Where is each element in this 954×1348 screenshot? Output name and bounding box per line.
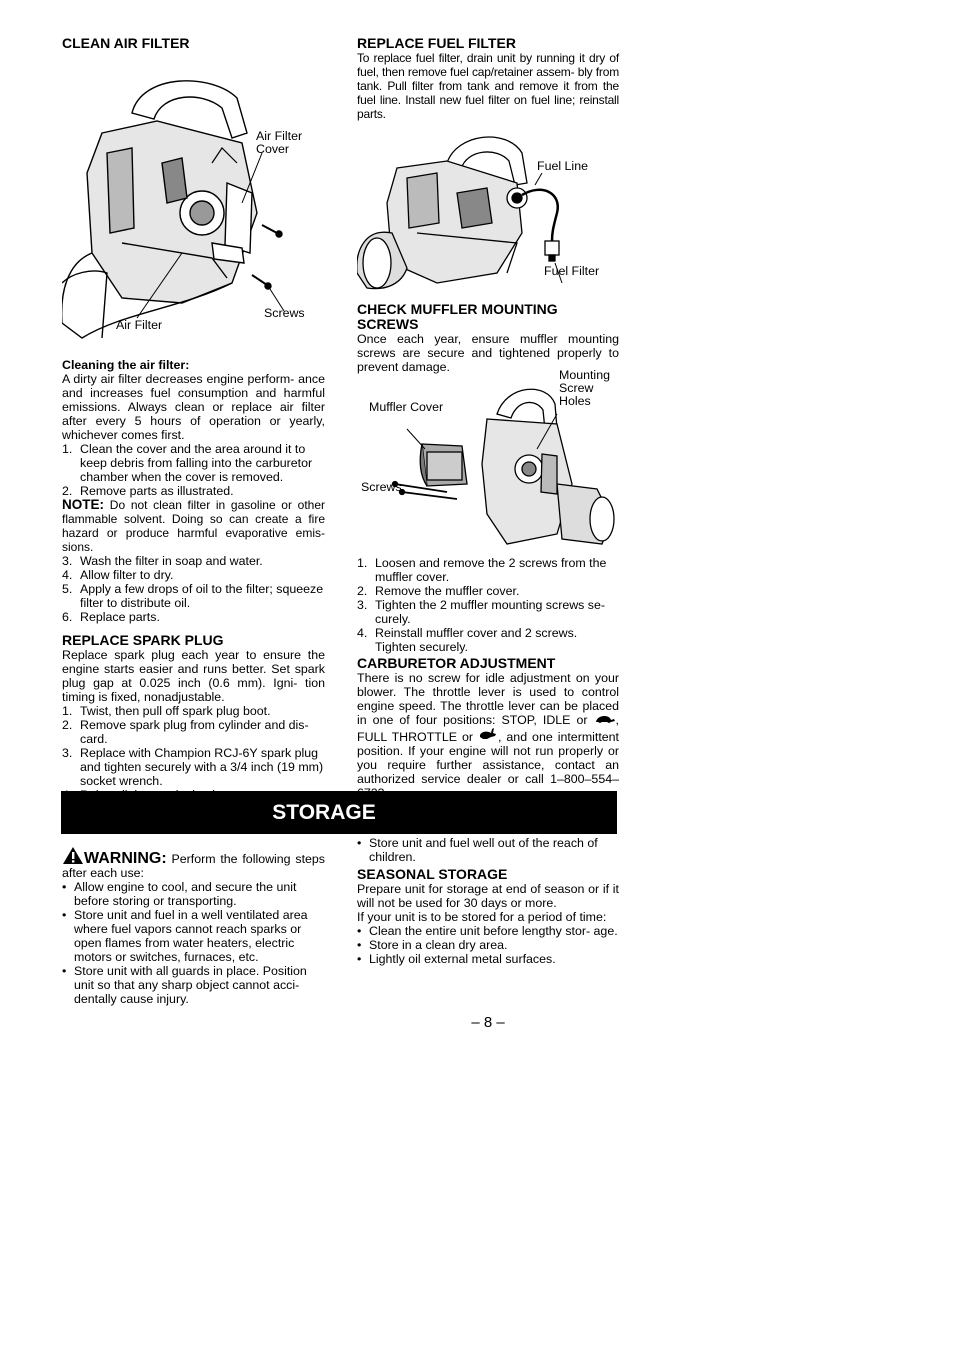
muffler-intro: Once each year, ensure muffler mounting screws are secure and tightened properly to prevent damage.: [357, 332, 619, 374]
storage-left-bullets: [62, 880, 325, 1006]
warning-triangle-icon: [62, 846, 84, 865]
air-filter-cover-label-1: Air Filter: [256, 129, 303, 143]
seasonal-bullets: [357, 924, 619, 966]
air-filter-cover-label-2: Cover: [256, 142, 290, 156]
spark-plug-steps: [62, 704, 325, 802]
screws-label: Screws: [264, 306, 305, 320]
list-item: 3. Replace with Champion RCJ-6Y spark plug and tighten securely with a 3/4 inch (19 mm) socket wrench.: [62, 746, 324, 788]
list-item: • Store unit and fuel in a well ventilated area where fuel vapors cannot reach sparks or open flames from water heaters, electric motors or switches, furnaces, etc.: [62, 908, 308, 964]
seasonal-p1: Prepare unit for storage at end of season or if it will not be used for 30 days or more.: [357, 882, 619, 910]
rabbit-icon: [478, 727, 498, 741]
storage-right-bullet: [357, 836, 619, 864]
muffler-illustration: [357, 368, 619, 554]
turtle-icon: [594, 713, 616, 724]
air-filter-illustration: [62, 53, 325, 343]
fuel-line-label: Fuel Line: [537, 159, 588, 173]
cleaning-intro: A dirty air filter decreases engine perform- ance and increases fuel consumption and harmful emissions. Always clean or replace air filter after every 5 hours of operation or yearly, whichever comes first.: [62, 372, 325, 442]
storage-title: STORAGE: [272, 801, 376, 824]
clean-air-filter-heading: CLEAN AIR FILTER: [62, 35, 190, 51]
seasonal-p2: If your unit is to be stored for a period of time:: [357, 910, 607, 924]
cleaning-subheading: Cleaning the air filter:: [62, 358, 190, 372]
list-item: 5. Apply a few drops of oil to the filter; squeeze filter to distribute oil.: [62, 582, 324, 610]
seasonal-storage-heading: SEASONAL STORAGE: [357, 866, 508, 882]
list-item: 3. Tighten the 2 muffler mounting screws se- curely.: [357, 598, 606, 626]
list-item: 1. Twist, then pull off spark plug boot.: [62, 704, 271, 718]
mounting-label-1: Mounting: [559, 368, 610, 382]
fuel-filter-illustration: [357, 123, 619, 301]
fuel-filter-intro: To replace fuel filter, drain unit by running it dry of fuel, then remove fuel cap/retainer assem- bly from tank. Pull filter from tank and remove it from the fuel line. Install new fuel filter on fuel line; reinstall parts.: [357, 51, 619, 121]
left-column: [62, 36, 325, 802]
list-item: 4. Allow filter to dry.: [62, 568, 174, 582]
fuel-filter-heading: REPLACE FUEL FILTER: [357, 35, 516, 51]
cleaning-note: NOTE: Do not clean filter in gasoline or other flammable solvent. Doing so can create a fire hazard or produce harmful evaporative emis- sions.: [62, 497, 325, 554]
page-number: – 8 –: [471, 1014, 505, 1031]
list-item: 2. Remove the muffler cover.: [357, 584, 520, 598]
carburetor-text: There is no screw for idle adjustment on your blower. The throttle lever is used to control engine speed. The throttle lever can be placed in one of four positions: STOP, IDLE or , FULL THROTTLE or , and one intermittent position. If your engine will not run properly or you require further assistance, contact an authorized service dealer or call 1–800–554–: [357, 671, 619, 786]
cleaning-steps-a: [62, 442, 325, 498]
carburetor-heading: CARBURETOR ADJUSTMENT: [357, 655, 556, 671]
muffler-screws-label: Screws: [361, 480, 402, 494]
muffler-heading-2: SCREWS: [357, 316, 419, 332]
list-item: 1. Clean the cover and the area around it to keep debris from falling into the carburetor chamber when the cover is removed.: [62, 442, 313, 484]
list-item: 2. Remove spark plug from cylinder and dis- card.: [62, 718, 309, 746]
muffler-cover-label: Muffler Cover: [369, 400, 444, 414]
storage-right-column: [357, 836, 619, 966]
cleaning-steps-b: [62, 554, 325, 624]
list-item: 3. Wash the filter in soap and water.: [62, 554, 263, 568]
muffler-steps: [357, 556, 619, 654]
list-item: 4. Reinstall muffler cover and 2 screws. Tighten securely.: [357, 626, 578, 654]
list-item: 1. Loosen and remove the 2 screws from the muffler cover.: [357, 556, 607, 584]
list-item: • Store unit and fuel well out of the reach of children.: [357, 836, 598, 864]
blower-air-filter-drawing: [62, 53, 325, 343]
right-column: [357, 36, 619, 800]
mounting-label-3: Holes: [559, 394, 591, 408]
list-item: 6. Replace parts.: [62, 610, 160, 624]
warning-paragraph: WARNING: Perform the following steps after each use:: [62, 846, 325, 880]
fuel-filter-label: Fuel Filter: [544, 264, 600, 278]
list-item: • Clean the entire unit before lengthy stor- age.: [357, 924, 618, 938]
mounting-label-2: Screw: [559, 381, 594, 395]
list-item: • Store unit with all guards in place. Position unit so that any sharp object cannot acci- dentally cause injury.: [62, 964, 307, 1006]
list-item: • Allow engine to cool, and secure the unit before storing or transporting.: [62, 880, 297, 908]
spark-plug-heading: REPLACE SPARK PLUG: [62, 632, 224, 648]
list-item: • Store in a clean dry area.: [357, 938, 508, 952]
storage-left-column: [62, 846, 325, 1006]
storage-banner: [61, 791, 617, 834]
air-filter-label: Air Filter: [116, 318, 163, 332]
list-item: 2. Remove parts as illustrated.: [62, 484, 234, 498]
spark-plug-intro: Replace spark plug each year to ensure the engine starts easier and runs better. Set spark plug gap at 0.025 inch (0.6 mm). Igni- tion timing is fixed, nonadjustable.: [62, 648, 325, 704]
muffler-heading-1: CHECK MUFFLER MOUNTING: [357, 301, 558, 317]
list-item: • Lightly oil external metal surfaces.: [357, 952, 556, 966]
